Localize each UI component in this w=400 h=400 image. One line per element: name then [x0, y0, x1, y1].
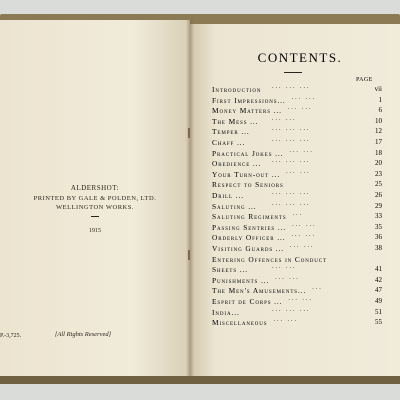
- toc-entry-page: 17: [375, 138, 382, 146]
- toc-entry-leader: ... ... ...: [272, 137, 311, 143]
- rights-notice: [All Rights Reserved]: [54, 331, 112, 338]
- toc-entry-page: 41: [375, 265, 382, 274]
- toc-entry-page: 36: [375, 233, 382, 242]
- toc-entry-page: 33: [375, 212, 382, 221]
- toc-entry-title: Saluting Regiments: [212, 212, 287, 222]
- binding-stitch: [188, 128, 190, 138]
- toc-entry-leader: ... ...: [291, 232, 316, 239]
- toc-entry-title: India...: [212, 307, 240, 317]
- toc-entry-title: Punishments ...: [212, 275, 270, 285]
- toc-entry-title: Obedience ...: [212, 159, 262, 169]
- toc-entry-title: The Mess ...: [212, 116, 259, 126]
- toc-entry: [212, 276, 382, 287]
- printer-line-1: ALDERSHOT:: [70, 184, 120, 192]
- binding-stitch: [188, 250, 190, 260]
- toc-entry-page: 55: [375, 318, 382, 327]
- toc-entry-leader: ... ... ...: [272, 158, 311, 165]
- toc-entry-leader: ... ...: [272, 264, 297, 271]
- toc-entry-title: Temper ...: [212, 127, 250, 137]
- toc-entry-page: vii: [374, 85, 382, 93]
- toc-entry-page: 49: [375, 297, 382, 305]
- toc-entry-title: Introduction: [212, 85, 262, 94]
- toc-entry: [212, 318, 382, 329]
- toc-entry-page: 10: [375, 116, 382, 125]
- title-rule: [284, 72, 302, 73]
- page-column-header: PAGE: [356, 77, 373, 83]
- toc-entry-title: Orderly Officer ...: [212, 233, 286, 243]
- toc-entry-leader: ... ... ...: [272, 306, 311, 313]
- toc-entry-title: Respect to Seniors: [212, 180, 284, 190]
- toc-entry-leader: ... ...: [272, 115, 297, 122]
- toc-entry-title: Passing Sentries ...: [212, 222, 287, 232]
- toc-entry-leader: ... ... ...: [272, 126, 311, 133]
- printer-line-3: WELLINGTON WORKS.: [56, 204, 134, 211]
- toc-entry-leader: ... ...: [292, 221, 317, 228]
- toc-entry-leader: ... ... ...: [272, 84, 311, 90]
- toc-entry-leader: ... ...: [290, 243, 315, 249]
- toc-entry-page: 25: [375, 180, 382, 189]
- contents-title: CONTENTS.: [257, 50, 343, 65]
- toc-entry-title: Sheets ...: [212, 265, 249, 275]
- toc-entry-leader: ... ...: [288, 296, 313, 302]
- toc-entry: [212, 170, 382, 181]
- toc-entry-page: 26: [375, 191, 382, 199]
- toc-entry-page: 42: [375, 275, 382, 284]
- toc-entry-leader: ... ...: [289, 147, 314, 154]
- toc-entry-title: Esprit de Corps ...: [212, 297, 283, 306]
- toc-entry-leader: ...: [292, 211, 304, 218]
- toc-entry-title: The Men's Amusements...: [212, 286, 307, 296]
- toc-entry-leader: ... ...: [287, 105, 313, 112]
- toc-entry: [212, 244, 382, 255]
- toc-entry-page: 18: [375, 148, 382, 157]
- toc-entry-leader: ... ...: [275, 274, 300, 281]
- toc-entry-title: Visiting Guards ...: [212, 244, 285, 253]
- toc-entry-title: Miscellaneous: [212, 318, 268, 328]
- toc-entry-page: 35: [375, 222, 382, 231]
- toc-entry-title: Practical Jokes ...: [212, 148, 284, 158]
- imprint-divider: [91, 216, 99, 217]
- book-gutter: [186, 20, 194, 376]
- toc-entry-title: Entering Offences in Conduct: [212, 254, 327, 264]
- left-page: [0, 20, 190, 376]
- toc-entry-title: Saluting ...: [212, 201, 257, 211]
- toc-entry-page: 29: [375, 201, 382, 210]
- toc-entry-leader: ... ... ...: [272, 200, 311, 207]
- toc-entry-title: Chaff ...: [212, 138, 246, 147]
- printer-line-2: PRINTED BY GALE & POLDEN, LTD.: [33, 195, 157, 202]
- toc-entry-page: 47: [375, 286, 382, 295]
- toc-entry-leader: ...: [312, 285, 323, 292]
- toc-entry-page: 6: [378, 106, 382, 115]
- toc-entry-leader: ... ... ...: [272, 190, 311, 196]
- toc-entry: [212, 106, 382, 117]
- toc-entry-page: 12: [375, 127, 382, 136]
- toc-entry-page: 1: [378, 95, 382, 104]
- toc-entry-page: 20: [375, 159, 382, 168]
- toc-entry-page: 38: [375, 244, 382, 252]
- toc-entry: [212, 255, 382, 266]
- toc-entry-title: First Impressions...: [212, 95, 286, 105]
- toc-entry-title: Drill ...: [212, 191, 244, 200]
- print-year: 1915: [89, 228, 101, 234]
- toc-entry-title: Your Turn-out ...: [212, 169, 281, 179]
- toc-entry-leader: ... ...: [291, 94, 317, 101]
- print-code: P.-3,725.: [0, 333, 22, 339]
- toc-entry-page: 23: [375, 169, 382, 178]
- toc-entry-leader: ... ...: [286, 168, 311, 175]
- toc-entry-leader: ... ...: [273, 317, 298, 324]
- toc-entry-page: 51: [375, 307, 382, 316]
- toc-entry-title: Money Matters ...: [212, 106, 282, 116]
